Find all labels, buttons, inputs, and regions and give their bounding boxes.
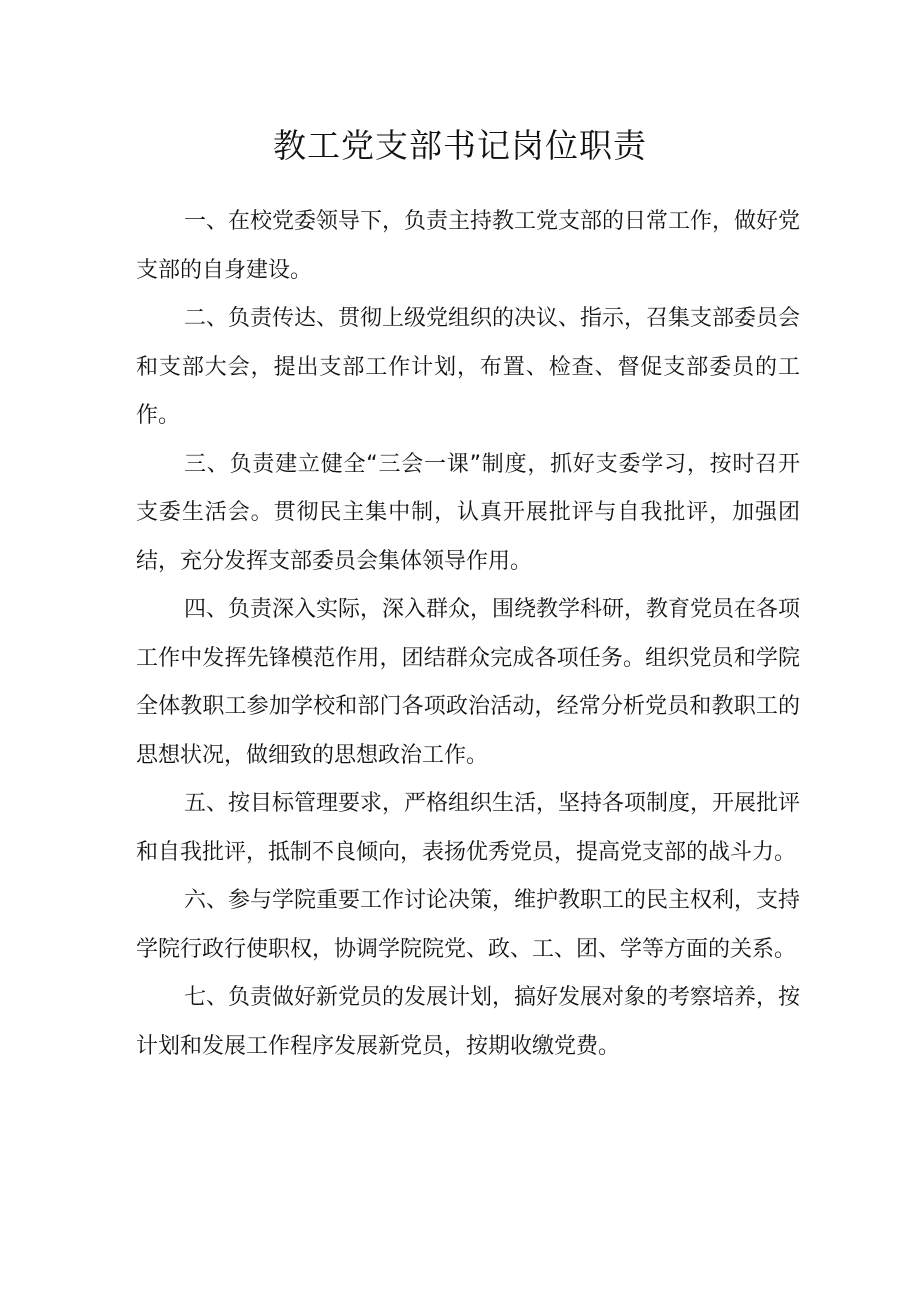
duty-paragraph-2: 二、负责传达、贯彻上级党组织的决议、指示，召集支部委员会和支部大会，提出支部工作计划，布置、检查、督促支部委员的工作。 bbox=[136, 306, 801, 428]
duty-paragraph-5: 五、按目标管理要求，严格组织生活，坚持各项制度，开展批评和自我批评，抵制不良倾向，表扬优秀党员，提高党支部的战斗力。 bbox=[136, 791, 801, 865]
document-body bbox=[136, 198, 800, 1071]
duty-paragraph-3: 三、负责建立健全“三会一课”制度，抓好支委学习，按时召开支委生活会。贯彻民主集中制，认真开展批评与自我批评，加强团结，充分发挥支部委员会集体领导作用。 bbox=[136, 451, 800, 574]
duty-paragraph-4: 四、负责深入实际，深入群众，围绕教学科研，教育党员在各项工作中发挥先锋模范作用，团结群众完成各项任务。组织党员和学院全体教职工参加学校和部门各项政治活动，经常分析党员和教职工的思想状况，做细致的思想政治工作。 bbox=[136, 597, 801, 768]
duty-paragraph-7: 七、负责做好新党员的发展计划，搞好发展对象的考察培养，按计划和发展工作程序发展新党员，按期收缴党费。 bbox=[136, 985, 801, 1059]
duty-paragraph-6: 六、参与学院重要工作讨论决策，维护教职工的民主权利，支持学院行政行使职权，协调学院院党、政、工、团、学等方面的关系。 bbox=[136, 888, 801, 962]
document-title: 教工党支部书记岗位职责 bbox=[273, 126, 647, 165]
duty-paragraph-1: 一、在校党委领导下，负责主持教工党支部的日常工作，做好党支部的自身建设。 bbox=[136, 209, 801, 283]
